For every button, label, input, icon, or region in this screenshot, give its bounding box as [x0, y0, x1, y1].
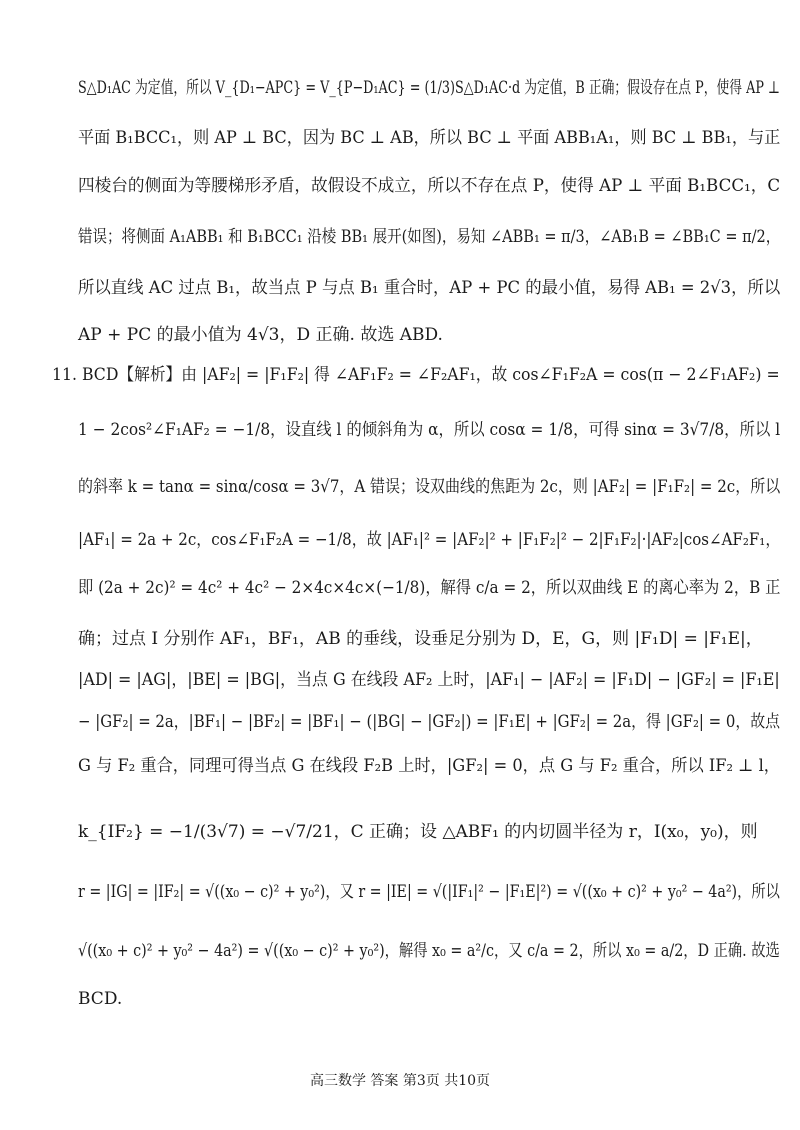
text-line-16: k_{IF₂} = −1/(3√7) = −√7/21，C 正确；设 △ABF₁ 的内切圆半径为 r，I(x₀，y₀)，则 — [78, 822, 758, 842]
text-line-4: 错误；将侧面 A₁ABB₁ 和 B₁BCC₁ 沿棱 BB₁ 展开(如图)，易知 ∠ABB₁ = π/3，∠AB₁B = ∠BB₁C = π/2， — [78, 227, 781, 247]
text-line-12: 确；过点 I 分别作 AF₁，BF₁，AB 的垂线，设垂足分别为 D，E，G，则 |F₁D| = |F₁E|， — [78, 629, 763, 649]
page-footer: 高三数学 答案 第3页 共10页 — [309, 1073, 491, 1089]
text-line-6: AP + PC 的最小值为 4√3，D 正确. 故选 ABD. — [78, 325, 443, 345]
text-line-18: √((x₀ + c)² + y₀² − 4a²) = √((x₀ − c)² + y₀²)，解得 x₀ = a²/c，又 c/a = 2，所以 x₀ = a/2，D 正确. 故选 — [78, 941, 780, 961]
text-line-15: G 与 F₂ 重合，同理可得当点 G 在线段 F₂B 上时，|GF₂| = 0，点 G 与 F₂ 重合，所以 IF₂ ⊥ l， — [78, 756, 780, 776]
text-line-5: 所以直线 AC 过点 B₁，故当点 P 与点 B₁ 重合时，AP + PC 的最小值，易得 AB₁ = 2√3，所以 — [78, 278, 781, 298]
text-line-19: BCD. — [78, 989, 123, 1009]
text-line-17: r = |IG| = |IF₂| = √((x₀ − c)² + y₀²)，又 r = |IE| = √(|IF₁|² − |F₁E|²) = √((x₀ + c)² + y₀² − 4a²)，所以 — [78, 882, 780, 902]
text-line-13: |AD| = |AG|，|BE| = |BG|，当点 G 在线段 AF₂ 上时，|AF₁| − |AF₂| = |F₁D| − |GF₂| = |F₁E| — [78, 670, 780, 690]
text-line-14: − |GF₂| = 2a，|BF₁| − |BF₂| = |BF₁| − (|BG| − |GF₂|) = |F₁E| + |GF₂| = 2a，得 |GF₂| = 0，故点 — [78, 712, 781, 732]
text-line-2: 平面 B₁BCC₁，则 AP ⊥ BC，因为 BC ⊥ AB，所以 BC ⊥ 平面 ABB₁A₁，则 BC ⊥ BB₁，与正 — [78, 128, 781, 148]
text-line-7: 11. BCD【解析】由 |AF₂| = |F₁F₂| 得 ∠AF₁F₂ = ∠F₂AF₁，故 cos∠F₁F₂A = cos(π − 2∠F₁AF₂) = — [52, 365, 780, 385]
text-line-11: 即 (2a + 2c)² = 4c² + 4c² − 2×4c×4c×(−1/8)，解得 c/a = 2，所以双曲线 E 的离心率为 2，B 正 — [78, 578, 781, 598]
text-line-1: S△D₁AC 为定值，所以 V_{D₁−APC} = V_{P−D₁AC} = (1/3)S△D₁AC·d 为定值，B 正确；假设存在点 P，使得 AP ⊥ — [78, 78, 781, 98]
text-line-3: 四棱台的侧面为等腰梯形矛盾，故假设不成立，所以不存在点 P，使得 AP ⊥ 平面 B₁BCC₁，C — [78, 176, 781, 196]
text-line-9: 的斜率 k = tanα = sinα/cosα = 3√7，A 错误；设双曲线的焦距为 2c，则 |AF₂| = |F₁F₂| = 2c，所以 — [78, 477, 781, 497]
text-line-8: 1 − 2cos²∠F₁AF₂ = −1/8，设直线 l 的倾斜角为 α，所以 cosα = 1/8，可得 sinα = 3√7/8，所以 l — [78, 420, 781, 440]
text-line-10: |AF₁| = 2a + 2c，cos∠F₁F₂A = −1/8，故 |AF₁|² = |AF₂|² + |F₁F₂|² − 2|F₁F₂|·|AF₂|cos∠AF₂F₁， — [78, 530, 781, 550]
